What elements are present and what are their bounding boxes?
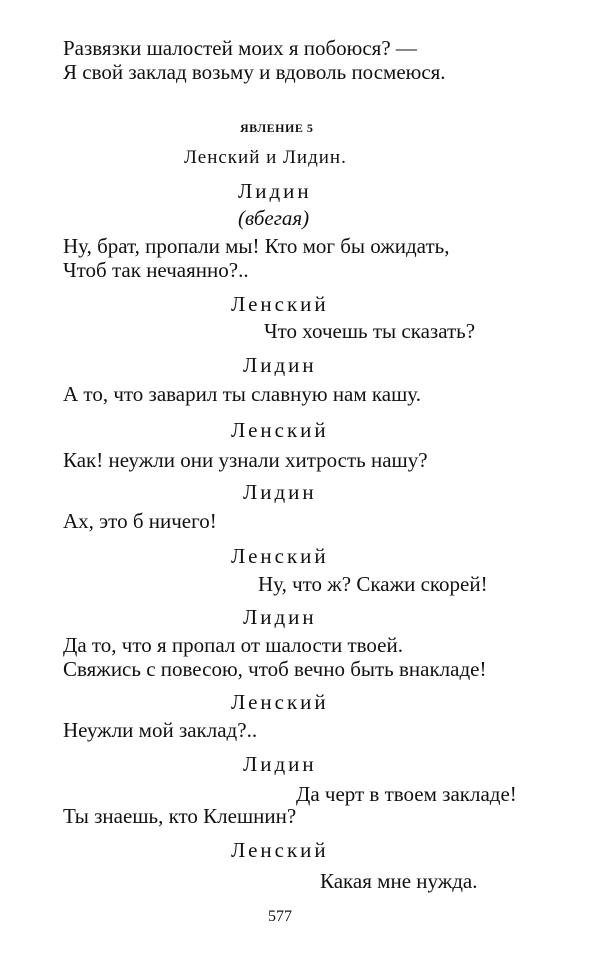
dialogue-line: Свяжись с повесою, чтоб вечно быть внакладе! (63, 657, 487, 681)
dialogue-line: Да то, что я пропал от шалости твоей. (63, 633, 403, 657)
speaker-name: Ленский (231, 292, 329, 316)
dialogue-line: Ну, что ж? Скажи скорей! (258, 572, 488, 596)
speaker-name: Ленский (231, 838, 329, 862)
speaker-name: Ленский (231, 418, 329, 442)
speaker-name: Ленский (231, 690, 329, 714)
cast-list: Ленский и Лидин. (184, 147, 347, 168)
dialogue-line: Какая мне нужда. (320, 869, 478, 893)
verse-line: Развязки шалостей моих я побоюся? — (63, 36, 417, 60)
dialogue-line: Чтоб так нечаянно?.. (63, 258, 249, 282)
dialogue-line: Ах, это б ничего! (63, 509, 217, 533)
dialogue-line: Да черт в твоем закладе! (296, 782, 517, 806)
verse-line: Я свой заклад возьму и вдоволь посмеюся. (63, 60, 446, 84)
dialogue-line: А то, что заварил ты славную нам кашу. (63, 382, 421, 406)
dialogue-line: Что хочешь ты сказать? (264, 319, 476, 343)
dialogue-line: Ну, брат, пропали мы! Кто мог бы ожидать, (63, 234, 450, 258)
speaker-name: Лидин (243, 480, 317, 504)
speaker-name: Лидин (243, 752, 317, 776)
dialogue-line: Ты знаешь, кто Клешнин? (63, 804, 297, 828)
speaker-name: Ленский (231, 544, 329, 568)
speaker-name: Лидин (243, 605, 317, 629)
dialogue-line: Неужли мой заклад?.. (63, 718, 258, 742)
scene-title: ЯВЛЕНИЕ 5 (240, 121, 314, 135)
speaker-name: Лидин (243, 353, 317, 377)
speaker-name: Лидин (238, 179, 312, 203)
page-number: 577 (268, 908, 292, 925)
dialogue-line: Как! неужли они узнали хитрость нашу? (63, 448, 428, 472)
stage-direction: (вбегая) (238, 206, 310, 230)
